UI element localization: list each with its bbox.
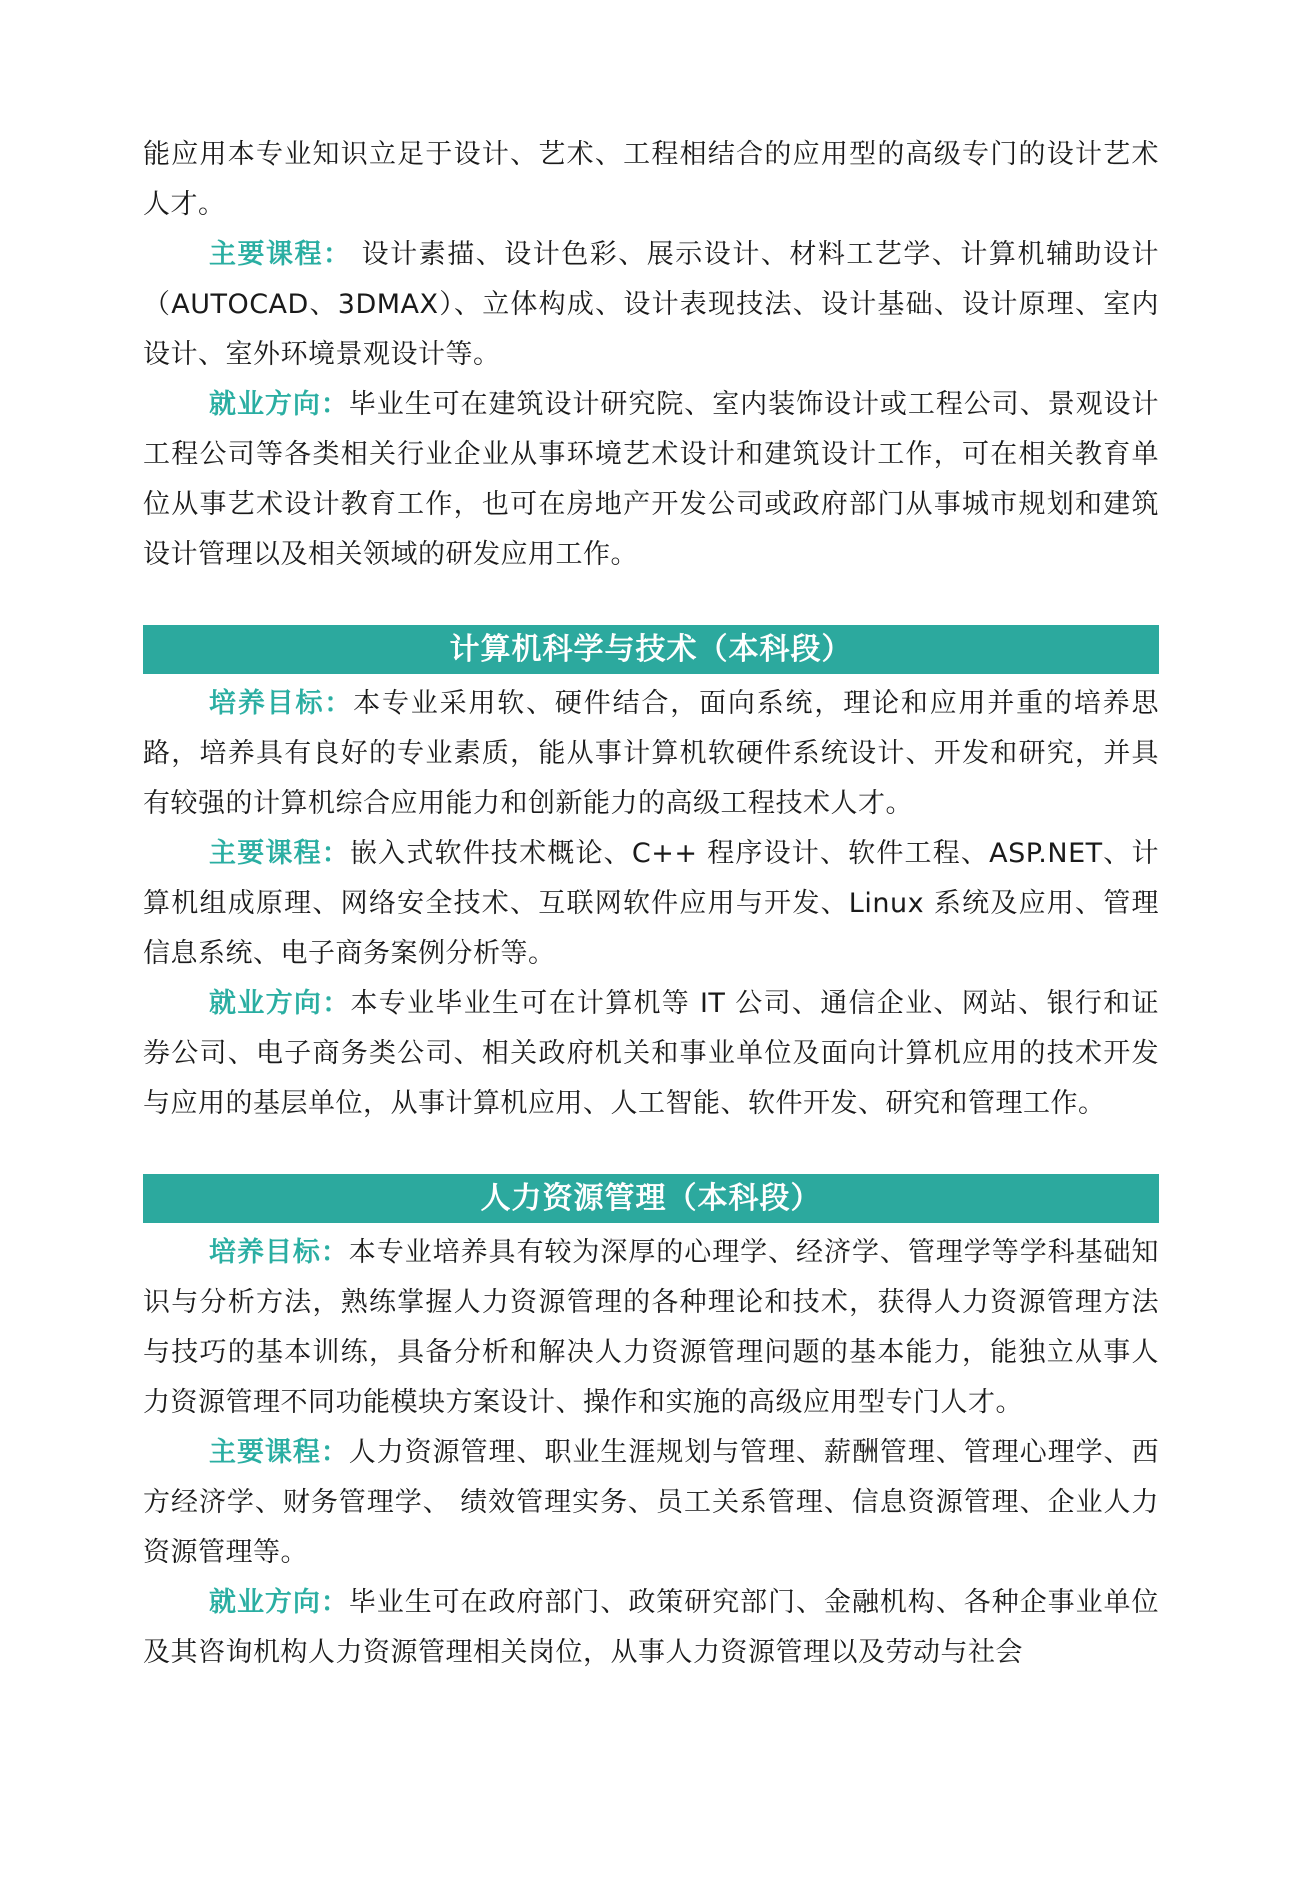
goal-text: 本专业采用软、硬件结合，面向系统，理论和应用并重的培养思路，培养具有良好的专业素质，能从事计算机软硬件系统设计、开发和研究，并具有较强的计算机综合应用能力和创新能力的高级工程技术人才。 [143, 688, 1159, 819]
jobs-label: 就业方向： [209, 988, 351, 1019]
courses-text: 人力资源管理、职业生涯规划与管理、薪酬管理、管理心理学、西方经济学、财务管理学、 绩效管理实务、员工关系管理、信息资源管理、企业人力资源管理等。 [143, 1437, 1160, 1568]
cs-jobs [143, 979, 1159, 1129]
courses-label: 主要课程： [209, 239, 352, 270]
cs-courses [143, 829, 1159, 979]
courses-label: 主要课程： [209, 1437, 349, 1468]
intro-continuation: 能应用本专业知识立足于设计、艺术、工程相结合的应用型的高级专门的设计艺术人才。 [143, 139, 1159, 220]
jobs-text: 毕业生可在政府部门、政策研究部门、金融机构、各种企事业单位及其咨询机构人力资源管理相关岗位，从事人力资源管理以及劳动与社会 [143, 1587, 1160, 1668]
cs-goal [143, 679, 1159, 829]
hr-courses [143, 1428, 1159, 1578]
goal-label: 培养目标： [209, 1237, 349, 1268]
courses-label: 主要课程： [209, 838, 350, 869]
courses-text: 设计素描、设计色彩、展示设计、材料工艺学、计算机辅助设计（AUTOCAD、3DMAX）、立体构成、设计表现技法、设计基础、设计原理、室内设计、室外环境景观设计等。 [143, 239, 1159, 370]
jobs-label: 就业方向： [209, 1587, 349, 1618]
section-header-cs: 计算机科学与技术（本科段） [143, 625, 1159, 674]
jobs-label: 就业方向： [209, 389, 349, 420]
hr-jobs [143, 1578, 1159, 1678]
document-page [143, 130, 1159, 1678]
goal-text: 本专业培养具有较为深厚的心理学、经济学、管理学等学科基础知识与分析方法，熟练掌握人力资源管理的各种理论和技术，获得人力资源管理方法与技巧的基本训练，具备分析和解决人力资源管理问题的基本能力，能独立从事人力资源管理不同功能模块方案设计、操作和实施的高级应用型专门人才。 [143, 1237, 1160, 1418]
courses-text: 嵌入式软件技术概论、C++ 程序设计、软件工程、ASP.NET、计算机组成原理、网络安全技术、互联网软件应用与开发、Linux 系统及应用、管理信息系统、电子商务案例分析等。 [143, 838, 1160, 969]
jobs-text: 本专业毕业生可在计算机等 IT 公司、通信企业、网站、银行和证券公司、电子商务类公司、相关政府机关和事业单位及面向计算机应用的技术开发与应用的基层单位，从事计算机应用、人工智能、软件开发、研究和管理工作。 [143, 988, 1159, 1119]
section-header-hr: 人力资源管理（本科段） [143, 1174, 1159, 1223]
env-design-courses [143, 230, 1159, 380]
jobs-text: 毕业生可在建筑设计研究院、室内装饰设计或工程公司、景观设计工程公司等各类相关行业企业从事环境艺术设计和建筑设计工作，可在相关教育单位从事艺术设计教育工作，也可在房地产开发公司或政府部门从事城市规划和建筑设计管理以及相关领域的研发应用工作。 [143, 389, 1160, 570]
hr-goal [143, 1228, 1159, 1428]
env-design-jobs [143, 380, 1159, 580]
goal-label: 培养目标： [209, 688, 354, 719]
